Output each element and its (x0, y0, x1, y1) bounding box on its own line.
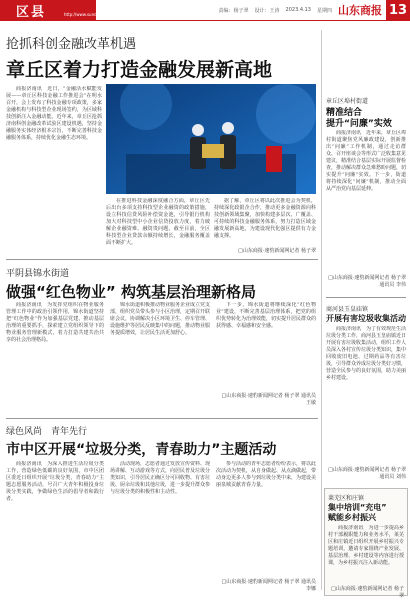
side3-source: □山东商报·速豹新闻网记者 杨子翠 (331, 586, 404, 599)
bottom-divider (6, 418, 318, 419)
issue-date: 2023.4.13 (285, 7, 311, 13)
bottom-headline: 市中区开展“垃圾分类，青春助力”主题活动 (6, 442, 277, 458)
lead-headline: 章丘区着力打造金融发展新高地 (6, 59, 273, 81)
masthead-rule (0, 20, 410, 21)
lead-body-col3: 据了解，章丘区将以此次推进会为契机，持续深化政银企合作，推动更多金融资源向科技创新领域集聚，加快构建多层次、广覆盖、可持续的科技金融服务体系，努力打造区域金融发展新高地，为建设现代化强区提供有力金融支撑。 (214, 198, 316, 239)
side1-title-line2: 提升“问廉”实效 (326, 119, 392, 129)
mid-body-col1: 商报济南讯 为发挥党组织在物业服务管理工作中的政治引领作用，锦水街道坚持把“红色物业”作为加强基层党建、推动基层治理的重要抓手，探索建立党组织领导下的物业服务管理新模式，着力打造共建共治共享的社会治理格局。 (6, 302, 104, 343)
bottom-body-col2: 活动现场，志愿者通过发放宣传资料、现场讲解、互动游戏等方式，向居民普及垃圾分类知识，引导居民正确区分可回收物、有害垃圾、厨余垃圾和其他垃圾，进一步提升群众参与垃圾分类的积极性和主动性。 (110, 461, 210, 495)
side3-title-line2: 赋能乡村振兴 (328, 513, 376, 522)
mid-body-col3: 下一步，锦水街道将继续深化“红色物业”建设，不断完善基层治理体系，把党的组织优势转化为治理效能，切实提升居民群众的获得感、幸福感和安全感。 (216, 302, 316, 329)
masthead (0, 0, 410, 20)
issue-weekday: 星期四 (316, 7, 332, 14)
section-divider (6, 259, 318, 260)
site-url[interactable]: http://www.sundaonline.com (62, 0, 96, 20)
side2-kicker: 商河县玉皇庙镇 (326, 306, 369, 313)
page-number: 13 (386, 0, 410, 20)
side2-source: □山东商报·速豹新闻网记者 杨子翠 通讯员 刘伟 (328, 467, 406, 480)
designer-credit: 设计：王涛 (254, 7, 280, 14)
masthead-meta (96, 0, 338, 20)
editor-credit: 责编：杨子翠 (218, 7, 249, 14)
column-divider (321, 30, 322, 590)
lead-body-col1: 商报济南讯 近日，“金融活水赋能发展——章丘区科技金融工作推进会”在明水召开，会上发布了科技金融专项政策，多家金融机构与科技型企业现场签约，为区域科技创新注入金融动能。近年来，章丘区抢抓济南科创金融改革试验区建设机遇，坚持金融服务实体经济根本宗旨，不断完善科技金融服务体系，持续优化金融生态环境。 (6, 86, 102, 141)
side2-divider (326, 297, 406, 298)
lead-source: □山东商报·速豹新闻网记者 杨子翠 (238, 248, 316, 254)
bottom-body-col1: 商报济南讯 为深入推进生活垃圾分类工作，营造绿色低碳的良好氛围，市中区团区委近日组织开展“垃圾分类，青春助力”主题志愿服务活动，号召广大青年积极投身垃圾分类实践，争做绿色生活的倡导者和践行者。 (6, 461, 104, 502)
side3-title-line1: 集中培训“充电” (328, 503, 387, 512)
mid-kicker: 平阴县锦水街道 (6, 269, 70, 279)
bottom-body-col3: 参与活动的青年志愿者纷纷表示，将以此次活动为契机，从自身做起、从点滴做起，带动身边更多人参与到垃圾分类中来，为建设美丽泉城贡献青春力量。 (216, 461, 316, 488)
lead-photo (106, 84, 316, 194)
side1-title-line1: 精准结合 (326, 108, 363, 118)
side1-source: □山东商报·速豹新闻网记者 杨子翠 通讯员 李伟 (328, 275, 406, 288)
side1-body: 商报济南讯 近年来，章丘区埠村街道聚焦党风廉政建设，创新推出“问廉”工作机制，通过走访群众、召开座谈会等形式广泛收集意见建议，精准结合基层实际开展监督检查，推动解决群众急难愁盼问题，切实提升“问廉”实效。下一步，街道将持续深化“问廉”机制，推动全面从严治党向基层延伸。 (326, 130, 406, 192)
mid-source: □山东商报·速豹新闻网记者 杨子翠 通讯员 王敏 (221, 393, 316, 406)
paper-name: 山东商报 (338, 4, 382, 17)
bottom-source: □山东商报·速豹新闻网记者 杨子翠 通讯员 李娜 (221, 579, 316, 592)
bottom-kicker: 绿色风尚 青年先行 (6, 427, 88, 437)
side1-kicker: 章丘区埠村街道 (326, 98, 369, 105)
side2-body: 商报济南讯 为了有效规范生活垃圾分类工作，商河县玉皇庙镇近日开展有害垃圾收集活动，组织工作人员深入各村宣传垃圾分类知识，集中回收废旧电池、过期药品等有害垃圾，引导群众养成垃圾分类好习惯，营造全民参与的良好氛围，助力美丽乡村建设。 (326, 326, 406, 381)
side3-body: 商报济南讯 为进一步提高乡村干部履职能力和业务水平，莱芜区和庄镇近日组织开展乡村振兴专题培训，邀请专家围绕产业发展、基层治理、乡村建设等内容进行授课，为乡村振兴注入新动能。 (328, 525, 404, 566)
lead-kicker: 抢抓科创金融改革机遇 (6, 37, 137, 52)
lead-body-col2: 在推进科技金融深度融合方面，章丘区先后出台多项支持科技型企业融资的政策措施，设立科技信贷风险补偿资金池，引导银行机构加大对科技型中小企业信贷投放力度，着力破解企业融资难、融资贵问题。截至目前，全区科技型企业贷款余额持续增长，金融服务覆盖面不断扩大。 (106, 198, 210, 246)
side3-kicker: 莱芜区和庄镇 (328, 495, 365, 502)
mid-body-col2: 锦水街道积极推动物业服务企业成立党支部，组织党员带头参与小区治理，定期召开联席会议，协调解决小区环境卫生、停车管理、设施维护等居民反映集中的问题，推动物业服务提质增效，让居民生活更加舒心。 (110, 302, 210, 336)
side2-title: 开展有害垃圾收集活动 (326, 314, 406, 323)
mid-headline: 做强“红色物业” 构筑基层治理新格局 (6, 283, 256, 301)
section-label: 区县 (0, 0, 62, 20)
